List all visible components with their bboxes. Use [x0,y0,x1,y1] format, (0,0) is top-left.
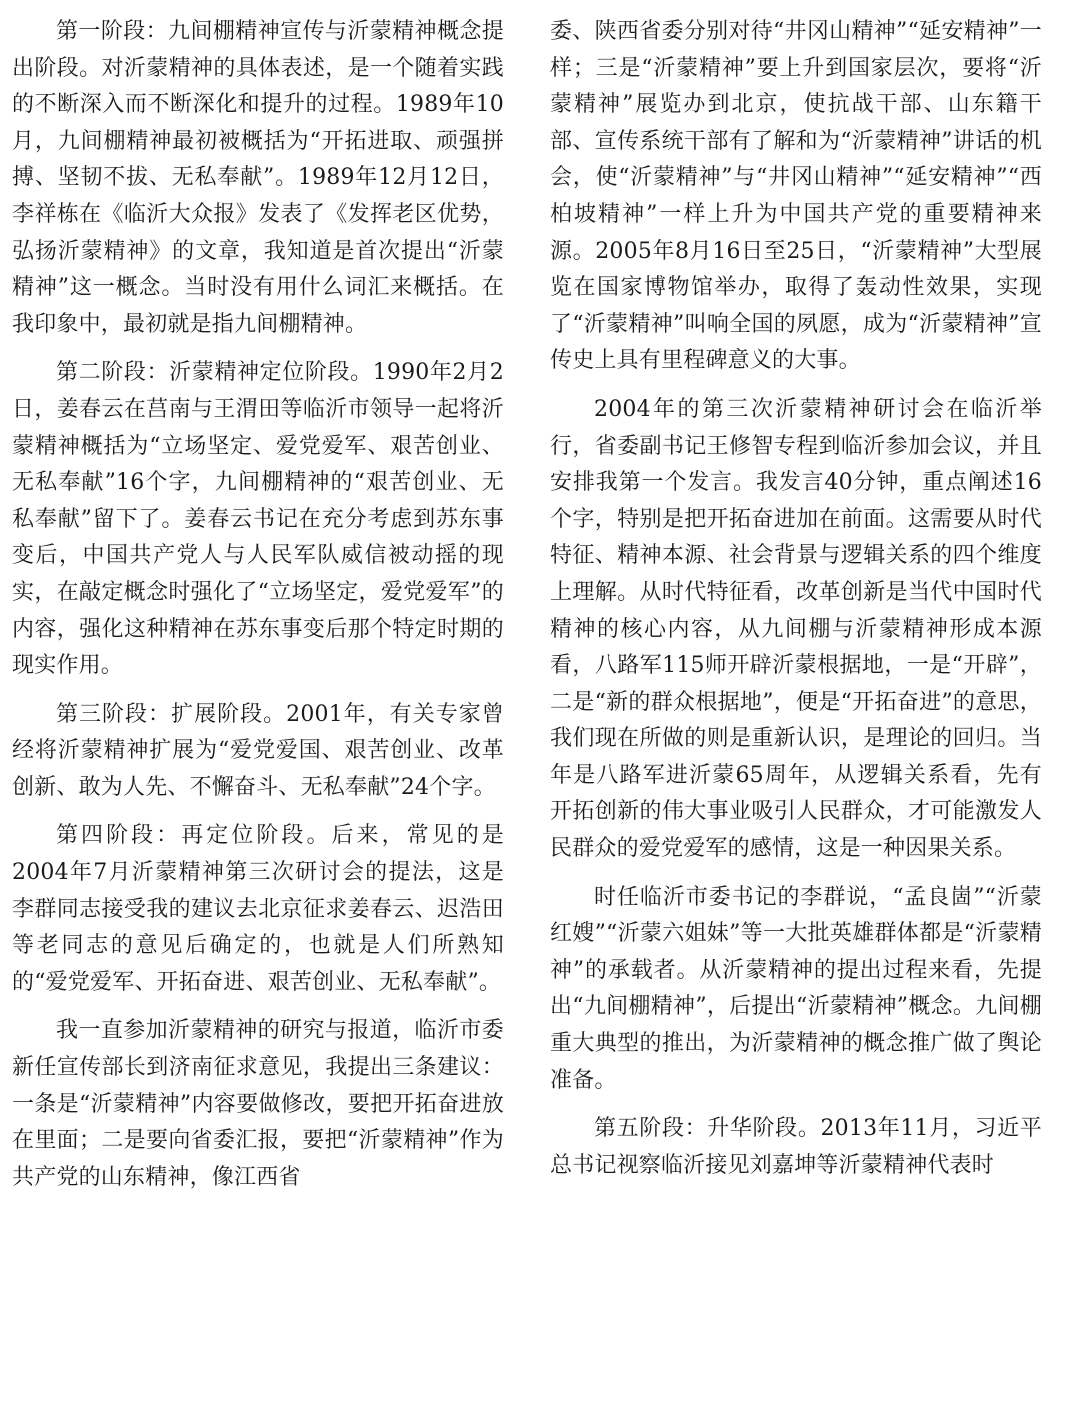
paragraph-stage-four: 第四阶段：再定位阶段。后来，常见的是2004年7月沂蒙精神第三次研讨会的提法，这是李群同志接受我的建议去北京征求姜春云、迟浩田等老同志的意见后确定的，也就是人们所熟知的“爱党爱军、开拓奋进、艰苦创业、无私奉献”。 [12,823,504,995]
paragraph-stage-five: 第五阶段：升华阶段。2013年11月，习近平总书记视察临沂接见刘嘉坤等沂蒙精神代表时 [550,1116,1042,1178]
right-column [550,14,1042,1184]
paragraph-stage-three: 第三阶段：扩展阶段。2001年，有关专家曾经将沂蒙精神扩展为“爱党爱国、艰苦创业、改革创新、敢为人先、不懈奋斗、无私奉献”24个字。 [12,701,504,800]
paragraph-third-symposium: 2004年的第三次沂蒙精神研讨会在临沂举行，省委副书记王修智专程到临沂参加会议，并且安排我第一个发言。我发言40分钟，重点阐述16个字，特别是把开拓奋进加在前面。这需要从时代特征、精神本源、社会背景与逻辑关系的四个维度上理解。从时代特征看，改革创新是当代中国时代精神的核心内容，从九间棚与沂蒙精神形成本源看，八路军115师开辟沂蒙根据地，一是“开辟”，二是“新的群众根据地”，便是“开拓奋进”的意思，我们现在所做的则是重新认识，是理论的回归。当年是八路军进沂蒙65周年，从逻辑关系看，先有开拓创新的伟大事业吸引人民群众，才可能激发人民群众的爱党爱军的感情，这是一种因果关系。 [550,396,1042,862]
paragraph-suggestions: 我一直参加沂蒙精神的研究与报道，临沂市委新任宣传部长到济南征求意见，我提出三条建议：一条是“沂蒙精神”内容要做修改，要把开拓奋进放在里面；二是要向省委汇报，要把“沂蒙精神”作为共产党的山东精神，像江西省 [12,1018,504,1190]
left-column [12,14,504,1196]
paragraph-stage-one: 第一阶段：九间棚精神宣传与沂蒙精神概念提出阶段。对沂蒙精神的具体表述，是一个随着实践的不断深入而不断深化和提升的过程。1989年10月，九间棚精神最初被概括为“开拓进取、顽强拼搏、坚韧不拔、无私奉献”。1989年12月12日，李祥栋在《临沂大众报》发表了《发挥老区优势，弘扬沂蒙精神》的文章，我知道是首次提出“沂蒙精神”这一概念。当时没有用什么词汇来概括。在我印象中，最初就是指九间棚精神。 [12,19,504,337]
paragraph-li-qun-remarks: 时任临沂市委书记的李群说，“孟良崮”“沂蒙红嫂”“沂蒙六姐妹”等一大批英雄群体都是“沂蒙精神”的承载者。从沂蒙精神的提出过程来看，先提出“九间棚精神”，后提出“沂蒙精神”概念。九间棚重大典型的推出，为沂蒙精神的概念推广做了舆论准备。 [550,884,1042,1093]
paragraph-stage-two: 第二阶段：沂蒙精神定位阶段。1990年2月2日，姜春云在莒南与王渭田等临沂市领导一起将沂蒙精神概括为“立场坚定、爱党爱军、艰苦创业、无私奉献”16个字，九间棚精神的“艰苦创业、无私奉献”留下了。姜春云书记在充分考虑到苏东事变后，中国共产党人与人民军队威信被动摇的现实，在敲定概念时强化了“立场坚定，爱党爱军”的内容，强化这种精神在苏东事变后那个特定时期的现实作用。 [12,360,504,679]
paragraph-suggestions-continued: 委、陕西省委分别对待“井冈山精神”“延安精神”一样；三是“沂蒙精神”要上升到国家层次，要将“沂蒙精神”展览办到北京，使抗战干部、山东籍干部、宣传系统干部有了解和为“沂蒙精神”讲话的机会，使“沂蒙精神”与“井冈山精神”“延安精神”“西柏坡精神”一样上升为中国共产党的重要精神来源。2005年8月16日至25日，“沂蒙精神”大型展览在国家博物馆举办，取得了轰动性效果，实现了“沂蒙精神”叫响全国的夙愿，成为“沂蒙精神”宣传史上具有里程碑意义的大事。 [550,19,1042,374]
